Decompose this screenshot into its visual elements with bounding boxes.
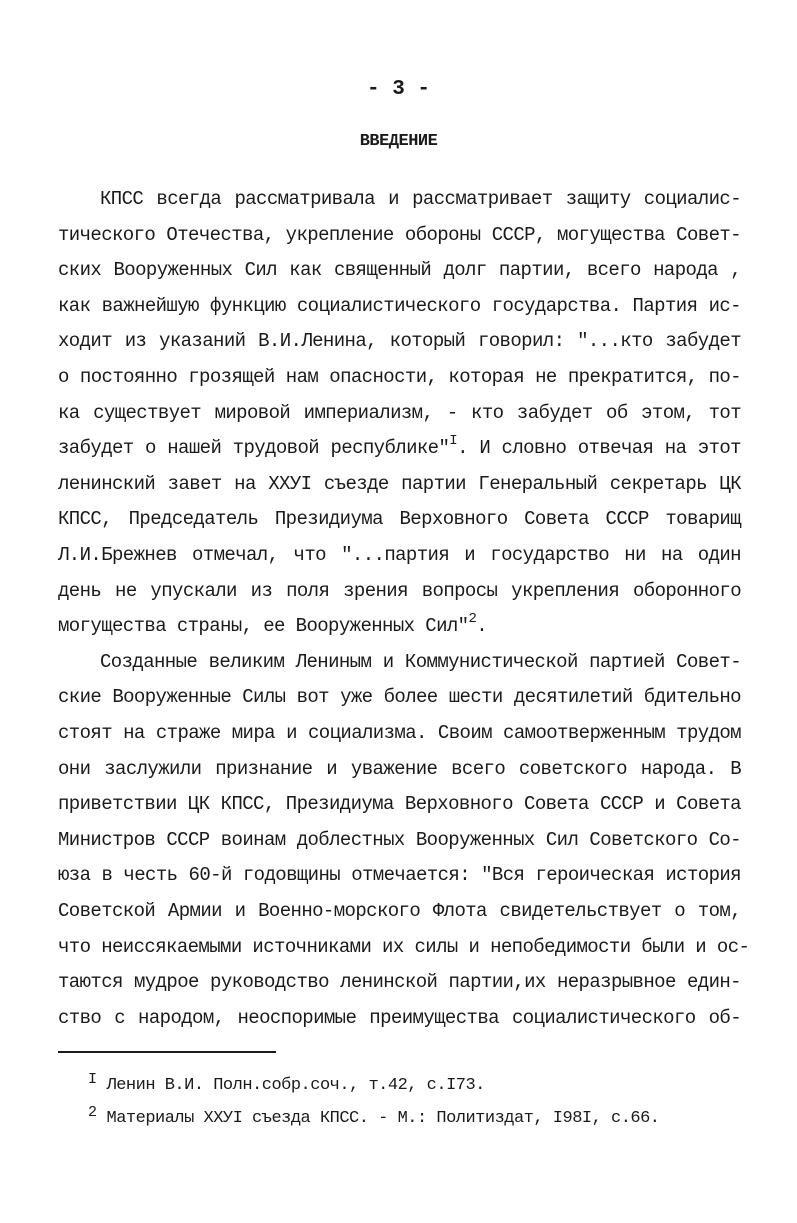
text-line	[58, 472, 741, 496]
text-line-content: ленинский завет на ХХУI съезде партии Генеральный секретарь ЦК	[58, 473, 741, 495]
text-line	[58, 433, 741, 460]
text-line	[58, 970, 741, 994]
text-line-content: ских Вооруженных Сил как священный долг партии, всего народа ,	[58, 259, 741, 281]
text-line	[58, 401, 741, 425]
text-line-content: забудет о нашей трудовой республике"	[58, 437, 450, 459]
text-line	[100, 187, 741, 211]
text-line-content: как важнейшую функцию социалистического государства. Партия ис-	[58, 295, 741, 317]
text-line	[58, 611, 741, 638]
footnote-2	[88, 1102, 660, 1130]
text-line-content: Министров СССР воинам доблестных Вооруженных Сил Советского Со-	[58, 829, 741, 851]
text-line-content: ка существует мировой империализм, - кто забудет об этом, тот	[58, 402, 741, 424]
text-line-content: Л.И.Брежнев отмечал, что "...партия и государство ни на один	[58, 544, 741, 566]
footnote-2-mark: 2	[88, 1104, 97, 1121]
text-line	[58, 685, 741, 709]
text-line	[58, 223, 741, 247]
text-line-content: КПСС, Председатель Президиума Верховного Совета СССР товарищ	[58, 508, 741, 530]
text-line-content: ходит из указаний В.И.Ленина, который говорил: "...кто забудет	[58, 330, 741, 352]
text-line-content: КПСС всегда рассматривала и рассматривает защиту социалис-	[100, 188, 741, 210]
text-line-content: юза в честь 60-й годовщины отмечается: "Вся героическая история	[58, 864, 741, 886]
text-line	[58, 543, 741, 567]
text-line	[58, 329, 741, 353]
text-line	[58, 1006, 741, 1030]
text-line-content: ские Вооруженные Силы вот уже более шести десятилетий бдительно	[58, 686, 741, 708]
text-line	[58, 828, 741, 852]
text-line	[58, 899, 741, 923]
footnote-divider	[58, 1051, 276, 1053]
footnote-reference: I	[449, 433, 458, 449]
text-line-continuation: . И словно отвечая на этот	[457, 437, 741, 459]
text-line-content: они заслужили признание и уважение всего советского народа. В	[58, 758, 741, 780]
footnote-1-mark: I	[88, 1071, 97, 1088]
text-line-content: таются мудрое руководство ленинской партии,их неразрывное един-	[58, 971, 741, 993]
footnote-2-text: Материалы ХХУI съезда КПСС. - М.: Политиздат, I98I, с.66.	[106, 1109, 660, 1128]
text-line-content: приветствии ЦК КПСС, Президиума Верховного Совета СССР и Совета	[58, 793, 741, 815]
text-line-content: что неиссякаемыми источниками их силы и непобедимости были и ос-	[58, 936, 750, 958]
text-line	[58, 258, 741, 282]
text-line-content: день не упускали из поля зрения вопросы укрепления оборонного	[58, 580, 741, 602]
page-number: - 3 -	[366, 78, 430, 101]
text-line	[58, 935, 750, 959]
text-line	[58, 365, 741, 389]
text-line-content: тического Отечества, укрепление обороны СССР, могущества Совет-	[58, 224, 741, 246]
text-line	[100, 650, 741, 674]
text-line-continuation: .	[476, 615, 488, 637]
text-line-content: о постоянно грозящей нам опасности, которая не прекратится, по-	[58, 366, 741, 388]
text-line-content: Советской Армии и Военно-морского Флота свидетельствует о том,	[58, 900, 741, 922]
text-line-content: стоят на страже мира и социализма. Своим самоотверженным трудом	[58, 722, 741, 744]
footnote-reference: 2	[468, 611, 477, 627]
text-line-content: Созданные великим Лениным и Коммунистической партией Совет-	[100, 651, 741, 673]
text-line-content: могущества страны, ее Вооруженных Сил"	[58, 615, 469, 637]
page-title: ВВЕДЕНИЕ	[359, 132, 438, 151]
footnote-1	[88, 1069, 485, 1097]
footnote-1-text: Ленин В.И. Полн.собр.соч., т.42, с.I73.	[106, 1076, 485, 1095]
text-line	[58, 721, 741, 745]
text-line-content: ство с народом, неоспоримые преимущества социалистического об-	[58, 1007, 741, 1029]
text-line	[58, 863, 741, 887]
text-line	[58, 579, 741, 603]
text-line	[58, 757, 741, 781]
text-line	[58, 294, 741, 318]
text-line	[58, 507, 741, 531]
text-line	[58, 792, 741, 816]
